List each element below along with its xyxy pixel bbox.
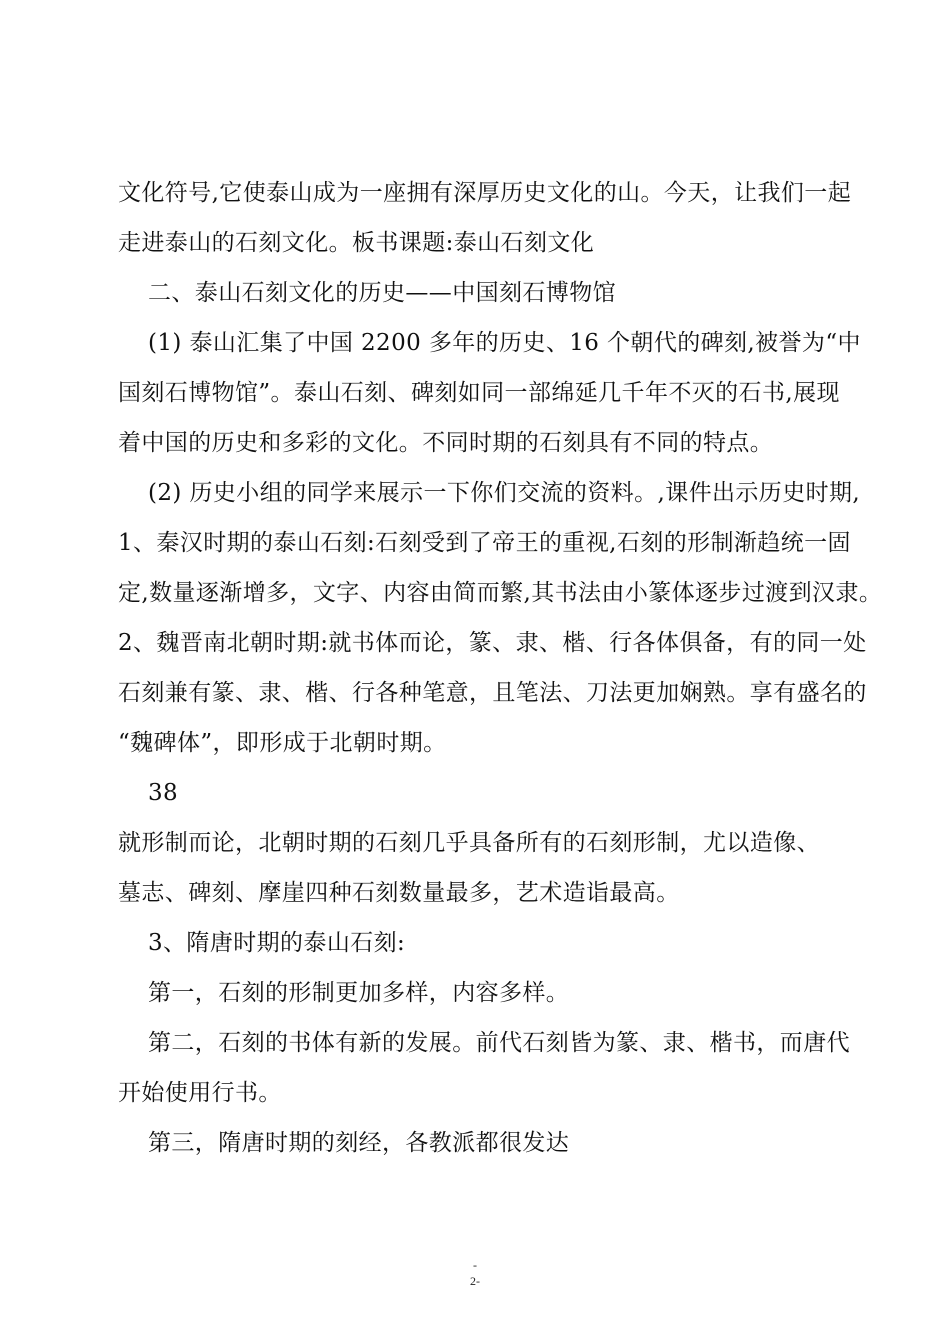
text-line-7: (2) 历史小组的同学来展示一下你们交流的资料。,课件出示历史时期, xyxy=(148,480,861,506)
text-line-10: 2、魏晋南北朝时期:就书体而论，篆、隶、楷、行各体俱备，有的同一处 xyxy=(118,630,867,656)
text-line-9: 定,数量逐渐增多，文字、内容由简而繁,其书法由小篆体逐步过渡到汉隶。 xyxy=(118,580,883,606)
text-line-20: 第三，隋唐时期的刻经，各教派都很发达 xyxy=(148,1130,570,1156)
text-line-17: 第一，石刻的形制更加多样，内容多样。 xyxy=(148,980,570,1006)
text-line-19: 开始使用行书。 xyxy=(118,1080,282,1106)
text-line-15: 墓志、碑刻、摩崖四种石刻数量最多，艺术造诣最高。 xyxy=(118,880,680,906)
text-line-1: 文化符号,它使泰山成为一座拥有深厚历史文化的山。今天，让我们一起 xyxy=(118,180,852,206)
text-line-18: 第二，石刻的书体有新的发展。前代石刻皆为篆、隶、楷书，而唐代 xyxy=(148,1030,850,1056)
text-line-16: 3、隋唐时期的泰山石刻: xyxy=(148,930,406,956)
inline-page-number: 38 xyxy=(148,780,179,806)
text-line-4: (1) 泰山汇集了中国 2200 多年的历史、16 个朝代的碑刻,被誉为“中 xyxy=(148,330,861,356)
text-line-12: “魏碑体”，即形成于北朝时期。 xyxy=(118,730,447,756)
footer-page-number: 2- xyxy=(470,1274,480,1288)
text-line-5: 国刻石博物馆”。泰山石刻、碑刻如同一部绵延几千年不灭的石书,展现 xyxy=(118,380,840,406)
text-line-6: 着中国的历史和多彩的文化。不同时期的石刻具有不同的特点。 xyxy=(118,430,774,456)
text-line-8: 1、秦汉时期的泰山石刻:石刻受到了帝王的重视,石刻的形制渐趋统一固 xyxy=(118,530,851,556)
footer-dash: - xyxy=(473,1258,477,1272)
text-line-11: 石刻兼有篆、隶、楷、行各种笔意，且笔法、刀法更加娴熟。享有盛名的 xyxy=(118,680,867,706)
section-heading: 二、泰山石刻文化的历史——中国刻石博物馆 xyxy=(148,280,616,306)
text-line-14: 就形制而论，北朝时期的石刻几乎具备所有的石刻形制，尤以造像、 xyxy=(118,830,820,856)
text-line-2: 走进泰山的石刻文化。板书课题:泰山石刻文化 xyxy=(118,230,595,256)
